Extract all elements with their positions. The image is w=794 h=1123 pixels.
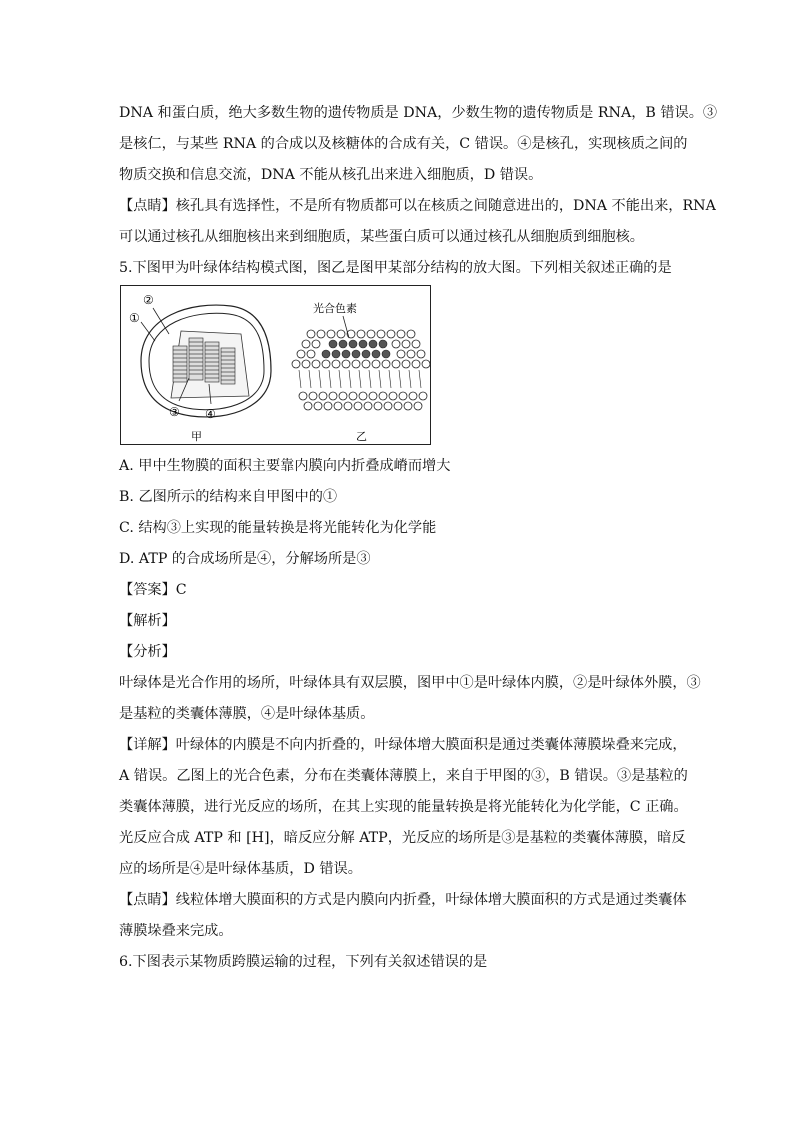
chloroplast-jia [141, 305, 271, 417]
answer-line: 【答案】C [119, 582, 187, 598]
text-line: DNA 和蛋白质，绝大多数生物的遗传物质是 DNA，少数生物的遗传物质是 RNA，B 错误。③ [119, 105, 718, 121]
marker-2: ② [143, 293, 154, 307]
marker-3: ③ [169, 405, 180, 419]
pigment-label: 光合色素 [313, 302, 357, 315]
text-line: 光反应合成 ATP 和 [H]，暗反应分解 ATP，光反应的场所是③是基粒的类囊体薄膜，暗反 [119, 830, 686, 846]
label-jia: 甲 [191, 430, 202, 443]
label-yi: 乙 [356, 430, 367, 443]
text-line: 【点睛】核孔具有选择性，不是所有物质都可以在核质之间随意进出的，DNA 不能出来，RNA [119, 198, 716, 214]
marker-1: ① [129, 311, 140, 325]
text-line: 应的场所是④是叶绿体基质，D 错误。 [119, 861, 362, 877]
chloroplast-diagram [121, 286, 430, 444]
text-line: 是基粒的类囊体薄膜，④是叶绿体基质。 [119, 706, 375, 722]
thylakoid-membrane-yi [292, 316, 430, 410]
text-line: A 错误。乙图上的光合色素，分布在类囊体薄膜上，来自于甲图的③，B 错误。③是基粒的 [119, 768, 688, 784]
text-line: 叶绿体是光合作用的场所，叶绿体具有双层膜，图甲中①是叶绿体内膜，②是叶绿体外膜，③ [119, 675, 701, 691]
question-5-stem: 5.下图甲为叶绿体结构模式图，图乙是图甲某部分结构的放大图。下列相关叙述正确的是 [119, 260, 672, 276]
jiexi-heading: 【解析】 [119, 613, 176, 629]
text-line: 物质交换和信息交流，DNA 不能从核孔出来进入细胞质，D 错误。 [119, 167, 543, 183]
option-b: B. 乙图所示的结构来自甲图中的① [119, 489, 338, 505]
fenxi-heading: 【分析】 [119, 644, 176, 660]
text-line: 类囊体薄膜，进行光反应的场所，在其上实现的能量转换是将光能转化为化学能，C 正确。 [119, 799, 688, 815]
text-line: 【点睛】线粒体增大膜面积的方式是内膜向内折叠，叶绿体增大膜面积的方式是通过类囊体 [119, 892, 687, 908]
option-d: D. ATP 的合成场所是④，分解场所是③ [119, 551, 371, 567]
chloroplast-figure [120, 285, 431, 445]
option-c: C. 结构③上实现的能量转换是将光能转化为化学能 [119, 520, 437, 536]
text-line: 薄膜垛叠来完成。 [119, 923, 233, 939]
text-line: 【详解】叶绿体的内膜是不向内折叠的，叶绿体增大膜面积是通过类囊体薄膜垛叠来完成， [119, 737, 687, 753]
marker-4: ④ [205, 407, 216, 421]
text-line: 是核仁，与某些 RNA 的合成以及核糖体的合成有关，C 错误。④是核孔，实现核质之间的 [119, 136, 688, 152]
question-6-stem: 6.下图表示某物质跨膜运输的过程，下列有关叙述错误的是 [119, 954, 488, 970]
text-line: 可以通过核孔从细胞核出来到细胞质，某些蛋白质可以通过核孔从细胞质到细胞核。 [119, 229, 644, 245]
option-a: A. 甲中生物膜的面积主要靠内膜向内折叠成嵴而增大 [119, 458, 451, 474]
